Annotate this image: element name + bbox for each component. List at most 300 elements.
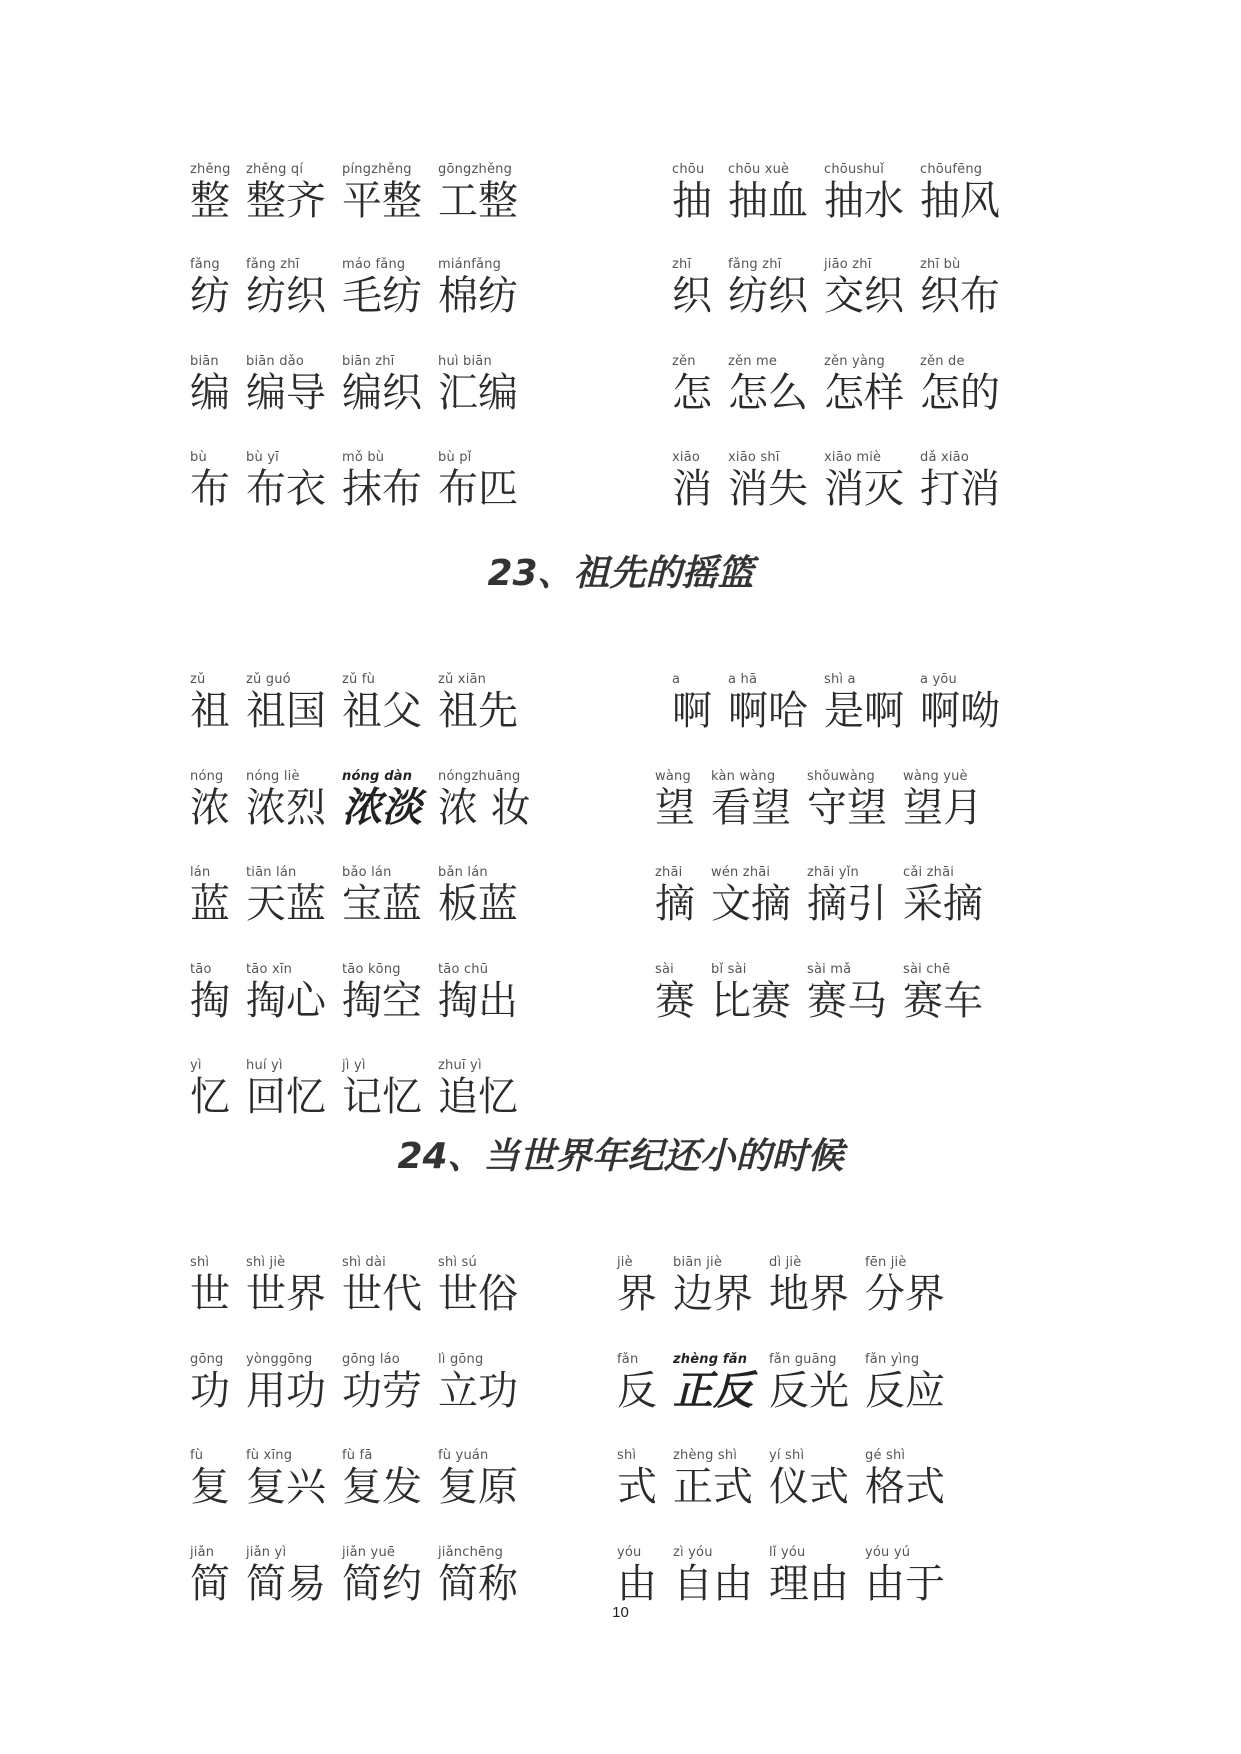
hanzi-text: 织布 — [920, 273, 1000, 319]
hanzi-text: 布衣 — [246, 466, 326, 512]
vocab-word — [438, 1448, 518, 1510]
hanzi-text: 毛纺 — [342, 273, 422, 319]
vocab-word — [190, 257, 230, 319]
hanzi-text: 浓 — [190, 785, 230, 831]
vocab-word — [824, 257, 904, 319]
vocab-word — [728, 450, 808, 512]
pinyin-label: mǒ bù — [342, 450, 385, 465]
vocab-word — [438, 1255, 518, 1317]
hanzi-text: 反应 — [865, 1368, 945, 1414]
vocab-word — [246, 162, 326, 224]
vocab-word — [865, 1545, 945, 1607]
hanzi-text: 由 — [617, 1561, 657, 1607]
vocab-word — [728, 162, 808, 224]
hanzi-text: 简 — [190, 1561, 230, 1607]
hanzi-text: 由于 — [865, 1561, 945, 1607]
hanzi-text: 消失 — [728, 466, 808, 512]
hanzi-text: 仪式 — [769, 1464, 849, 1510]
pinyin-label: lán — [190, 865, 211, 880]
pinyin-label: fù fā — [342, 1448, 373, 1463]
vocab-word — [438, 162, 518, 224]
hanzi-text: 掏空 — [342, 978, 422, 1024]
vocab-word — [342, 257, 422, 319]
hanzi-text: 望月 — [903, 785, 983, 831]
pinyin-label: wén zhāi — [711, 865, 771, 880]
vocab-word — [617, 1255, 657, 1317]
hanzi-text: 蓝 — [190, 881, 230, 927]
vocab-word — [190, 962, 230, 1024]
pinyin-label: lì gōng — [438, 1352, 484, 1367]
pinyin-label: zǔ xiān — [438, 672, 487, 687]
vocab-word — [728, 672, 808, 734]
pinyin-label: jiǎn yì — [246, 1545, 287, 1560]
vocab-word — [903, 865, 983, 927]
pinyin-label: zǔ fù — [342, 672, 376, 687]
vocab-word — [617, 1545, 657, 1607]
hanzi-text: 怎 — [672, 370, 712, 416]
pinyin-label: bǐ sài — [711, 962, 747, 977]
hanzi-text: 布 — [190, 466, 230, 512]
pinyin-label: jì yì — [342, 1058, 366, 1073]
word-row-left — [190, 150, 534, 224]
hanzi-text: 回忆 — [246, 1074, 326, 1120]
pinyin-label: bǎn lán — [438, 865, 488, 880]
word-row-left — [190, 950, 534, 1024]
pinyin-label: zhuī yì — [438, 1058, 482, 1073]
hanzi-text: 地界 — [769, 1271, 849, 1317]
vocab-word — [246, 1448, 326, 1510]
hanzi-text: 反 — [617, 1368, 657, 1414]
hanzi-text: 摘引 — [807, 881, 887, 927]
word-row-left — [190, 1243, 534, 1317]
hanzi-text: 打消 — [920, 466, 1000, 512]
vocab-word — [342, 865, 422, 927]
hanzi-text: 浓烈 — [246, 785, 326, 831]
vocab-word — [190, 1255, 230, 1317]
vocab-word — [672, 162, 712, 224]
vocab-word — [438, 1352, 518, 1414]
vocab-word — [246, 1545, 326, 1607]
vocab-word — [438, 769, 531, 831]
pinyin-label: xiāo shī — [728, 450, 780, 465]
hanzi-text: 忆 — [190, 1074, 230, 1120]
vocab-word — [190, 1545, 230, 1607]
pinyin-label: zǔ — [190, 672, 206, 687]
hanzi-text: 抽血 — [728, 178, 808, 224]
pinyin-label: shì dài — [342, 1255, 386, 1270]
vocab-word — [769, 1352, 849, 1414]
hanzi-text: 格式 — [865, 1464, 945, 1510]
pinyin-label: bù yī — [246, 450, 279, 465]
hanzi-text: 编导 — [246, 370, 326, 416]
vocab-word — [246, 865, 326, 927]
pinyin-label: huí yì — [246, 1058, 283, 1073]
hanzi-text: 看望 — [711, 785, 791, 831]
pinyin-label: xiāo — [672, 450, 701, 465]
hanzi-text: 功劳 — [342, 1368, 422, 1414]
hanzi-text: 啊哈 — [728, 688, 808, 734]
hanzi-text: 板蓝 — [438, 881, 518, 927]
pinyin-label: chōushuǐ — [824, 162, 885, 177]
hanzi-text: 祖父 — [342, 688, 422, 734]
vocab-word — [711, 769, 791, 831]
word-row-left — [190, 1533, 534, 1607]
hanzi-text: 理由 — [769, 1561, 849, 1607]
pinyin-label: wàng — [655, 769, 691, 784]
pinyin-label: zhī — [672, 257, 692, 272]
hanzi-text: 怎的 — [920, 370, 1000, 416]
vocab-word — [769, 1545, 849, 1607]
word-row-left — [190, 438, 534, 512]
vocab-word — [865, 1352, 945, 1414]
pinyin-label: fǎn yìng — [865, 1352, 920, 1367]
pinyin-label: jiǎn — [190, 1545, 215, 1560]
pinyin-label: bù — [190, 450, 207, 465]
vocab-word — [190, 1448, 230, 1510]
word-row-right — [617, 1243, 961, 1317]
vocab-word — [190, 769, 230, 831]
word-row-left — [190, 660, 534, 734]
pinyin-label: jiǎn yuē — [342, 1545, 396, 1560]
word-row-right — [655, 950, 999, 1024]
hanzi-text: 简易 — [246, 1561, 326, 1607]
pinyin-label: gōng láo — [342, 1352, 400, 1367]
pinyin-label: shì — [617, 1448, 637, 1463]
hanzi-text: 望 — [655, 785, 695, 831]
pinyin-label: lǐ yóu — [769, 1545, 806, 1560]
pinyin-label: biān zhī — [342, 354, 395, 369]
pinyin-label: shǒuwàng — [807, 769, 875, 784]
hanzi-text: 复兴 — [246, 1464, 326, 1510]
vocab-word — [711, 962, 791, 1024]
pinyin-label: dì jiè — [769, 1255, 802, 1270]
vocab-word — [438, 962, 518, 1024]
hanzi-text: 汇编 — [438, 370, 518, 416]
lesson-heading: 23、祖先的摇篮 — [487, 553, 754, 594]
vocab-word — [617, 1352, 657, 1414]
vocab-word — [342, 450, 422, 512]
vocab-word — [673, 1545, 753, 1607]
vocab-word — [672, 672, 712, 734]
pinyin-label: zhāi yǐn — [807, 865, 859, 880]
vocab-word — [438, 257, 518, 319]
hanzi-text: 整齐 — [246, 178, 326, 224]
hanzi-text: 祖国 — [246, 688, 326, 734]
vocab-word — [824, 672, 904, 734]
hanzi-text: 比赛 — [711, 978, 791, 1024]
vocab-word — [438, 1545, 518, 1607]
hanzi-text: 纺织 — [246, 273, 326, 319]
pinyin-label: zhěng qí — [246, 162, 304, 177]
vocab-word — [807, 962, 887, 1024]
hanzi-text: 抽 — [672, 178, 712, 224]
hanzi-text: 抹布 — [342, 466, 422, 512]
pinyin-label: gōngzhěng — [438, 162, 513, 177]
hanzi-text: 抽水 — [824, 178, 904, 224]
vocab-word — [246, 1352, 326, 1414]
pinyin-label: nóngzhuāng — [438, 769, 521, 784]
hanzi-text: 编织 — [342, 370, 422, 416]
pinyin-label: chōu xuè — [728, 162, 790, 177]
vocab-word — [246, 962, 326, 1024]
pinyin-label: chōufēng — [920, 162, 983, 177]
vocab-word — [342, 769, 422, 831]
hanzi-text: 正式 — [673, 1464, 753, 1510]
hanzi-text: 文摘 — [711, 881, 791, 927]
vocab-word — [246, 672, 326, 734]
hanzi-text: 平整 — [342, 178, 422, 224]
hanzi-text: 天蓝 — [246, 881, 326, 927]
pinyin-label: shì — [190, 1255, 210, 1270]
pinyin-label: zhāi — [655, 865, 683, 880]
hanzi-text: 自由 — [673, 1561, 753, 1607]
vocab-word — [246, 354, 326, 416]
vocab-word — [342, 1545, 422, 1607]
pinyin-label: fǎn — [617, 1352, 639, 1367]
hanzi-text: 抽风 — [920, 178, 1000, 224]
hanzi-text: 啊呦 — [920, 688, 1000, 734]
vocab-word — [920, 257, 1000, 319]
vocab-word — [190, 865, 230, 927]
hanzi-text: 世界 — [246, 1271, 326, 1317]
hanzi-text: 追忆 — [438, 1074, 518, 1120]
hanzi-text: 用功 — [246, 1368, 326, 1414]
pinyin-label: tāo — [190, 962, 212, 977]
pinyin-label: tāo kōng — [342, 962, 401, 977]
hanzi-text: 工整 — [438, 178, 518, 224]
hanzi-text: 采摘 — [903, 881, 983, 927]
hanzi-text: 世 — [190, 1271, 230, 1317]
word-row-left — [190, 853, 534, 927]
vocab-word — [655, 962, 695, 1024]
lesson-heading: 24、当世界年纪还小的时候 — [397, 1136, 844, 1177]
word-row-right — [617, 1436, 961, 1510]
hanzi-text: 怎么 — [728, 370, 808, 416]
hanzi-text: 赛 — [655, 978, 695, 1024]
word-row-right — [672, 245, 1016, 319]
hanzi-text: 复原 — [438, 1464, 518, 1510]
vocab-word — [903, 769, 983, 831]
hanzi-text: 分界 — [865, 1271, 945, 1317]
pinyin-label: fēn jiè — [865, 1255, 907, 1270]
hanzi-text: 棉纺 — [438, 273, 518, 319]
vocab-word — [728, 257, 808, 319]
word-row-right — [672, 438, 1016, 512]
hanzi-text: 啊 — [672, 688, 712, 734]
vocab-word — [824, 450, 904, 512]
pinyin-label: zěn — [672, 354, 696, 369]
pinyin-label: zì yóu — [673, 1545, 713, 1560]
vocab-word — [807, 769, 887, 831]
pinyin-label: biān jiè — [673, 1255, 723, 1270]
pinyin-label: fù xīng — [246, 1448, 293, 1463]
pinyin-label: bù pǐ — [438, 450, 472, 465]
pinyin-label: zěn me — [728, 354, 778, 369]
vocab-word — [865, 1255, 945, 1317]
pinyin-label: zhěng — [190, 162, 231, 177]
hanzi-text: 编 — [190, 370, 230, 416]
vocab-word — [920, 162, 1000, 224]
pinyin-label: sài — [655, 962, 674, 977]
hanzi-text: 交织 — [824, 273, 904, 319]
hanzi-text: 消灭 — [824, 466, 904, 512]
hanzi-text: 式 — [617, 1464, 657, 1510]
vocab-word — [438, 450, 518, 512]
pinyin-label: tiān lán — [246, 865, 297, 880]
hanzi-text: 守望 — [807, 785, 887, 831]
vocab-word — [342, 962, 422, 1024]
hanzi-text: 赛马 — [807, 978, 887, 1024]
pinyin-label: nóng — [190, 769, 224, 784]
vocab-word — [865, 1448, 945, 1510]
vocab-word — [342, 672, 422, 734]
hanzi-text: 边界 — [673, 1271, 753, 1317]
vocab-word — [824, 162, 904, 224]
hanzi-text: 纺 — [190, 273, 230, 319]
hanzi-text: 宝蓝 — [342, 881, 422, 927]
word-row-right — [672, 660, 1016, 734]
vocab-word — [190, 1352, 230, 1414]
pinyin-label: gé shì — [865, 1448, 906, 1463]
pinyin-label: tāo chū — [438, 962, 489, 977]
vocab-word — [824, 354, 904, 416]
word-row-left — [190, 342, 534, 416]
pinyin-label: shì sú — [438, 1255, 477, 1270]
hanzi-text: 反光 — [769, 1368, 849, 1414]
pinyin-label: fǎng — [190, 257, 220, 272]
hanzi-text: 祖先 — [438, 688, 518, 734]
pinyin-label: zhèng shì — [673, 1448, 738, 1463]
hanzi-text: 掏出 — [438, 978, 518, 1024]
hanzi-text: 复发 — [342, 1464, 422, 1510]
word-row-right — [617, 1533, 961, 1607]
vocab-word — [246, 1255, 326, 1317]
vocab-word — [769, 1255, 849, 1317]
hanzi-text: 纺织 — [728, 273, 808, 319]
vocab-word — [342, 162, 422, 224]
vocab-word — [672, 257, 712, 319]
hanzi-text: 整 — [190, 178, 230, 224]
pinyin-label: a yōu — [920, 672, 957, 687]
hanzi-text: 简称 — [438, 1561, 518, 1607]
vocab-word — [342, 1255, 422, 1317]
vocab-word — [655, 865, 695, 927]
vocab-word — [190, 354, 230, 416]
pinyin-label: fǎng zhī — [728, 257, 782, 272]
vocab-word — [246, 257, 326, 319]
pinyin-label: fǎng zhī — [246, 257, 300, 272]
pinyin-label: dǎ xiāo — [920, 450, 969, 465]
pinyin-label: zhī bù — [920, 257, 961, 272]
vocab-word — [673, 1255, 753, 1317]
pinyin-label: jiè — [617, 1255, 633, 1270]
pinyin-label: píngzhěng — [342, 162, 412, 177]
pinyin-label: yóu — [617, 1545, 642, 1560]
pinyin-label: máo fǎng — [342, 257, 406, 272]
vocab-word — [672, 450, 712, 512]
pinyin-label: nóng dàn — [342, 769, 413, 784]
pinyin-label: a hā — [728, 672, 758, 687]
vocab-word — [190, 1058, 230, 1120]
vocab-word — [438, 354, 518, 416]
pinyin-label: jiāo zhī — [824, 257, 872, 272]
vocab-word — [342, 354, 422, 416]
vocab-word — [673, 1448, 753, 1510]
pinyin-label: nóng liè — [246, 769, 300, 784]
vocab-word — [728, 354, 808, 416]
pinyin-label: zěn de — [920, 354, 965, 369]
pinyin-label: wàng yuè — [903, 769, 968, 784]
hanzi-text: 世俗 — [438, 1271, 518, 1317]
pinyin-label: yóu yú — [865, 1545, 911, 1560]
hanzi-text: 织 — [672, 273, 712, 319]
vocab-word — [246, 450, 326, 512]
hanzi-text: 布匹 — [438, 466, 518, 512]
pinyin-label: gōng — [190, 1352, 224, 1367]
pinyin-label: jiǎnchēng — [438, 1545, 504, 1560]
pinyin-label: biān — [190, 354, 219, 369]
pinyin-label: miánfǎng — [438, 257, 502, 272]
word-row-left — [190, 1046, 534, 1120]
word-row-left — [190, 757, 547, 831]
hanzi-text: 消 — [672, 466, 712, 512]
vocab-word — [903, 962, 983, 1024]
word-row-left — [190, 1436, 534, 1510]
hanzi-text: 掏 — [190, 978, 230, 1024]
pinyin-label: zhèng fǎn — [673, 1352, 748, 1367]
pinyin-label: yònggōng — [246, 1352, 313, 1367]
word-row-right — [672, 342, 1016, 416]
hanzi-text: 复 — [190, 1464, 230, 1510]
vocab-word — [920, 354, 1000, 416]
vocab-word — [769, 1448, 849, 1510]
pinyin-label: fǎn guāng — [769, 1352, 837, 1367]
hanzi-text: 界 — [617, 1271, 657, 1317]
vocab-word — [438, 672, 518, 734]
pinyin-label: kàn wàng — [711, 769, 776, 784]
hanzi-text: 世代 — [342, 1271, 422, 1317]
vocab-word — [190, 162, 231, 224]
pinyin-label: fù — [190, 1448, 204, 1463]
vocab-word — [342, 1448, 422, 1510]
vocab-word — [190, 450, 230, 512]
vocab-word — [920, 450, 1000, 512]
hanzi-text: 怎样 — [824, 370, 904, 416]
pinyin-label: fù yuán — [438, 1448, 489, 1463]
pinyin-label: xiāo miè — [824, 450, 882, 465]
pinyin-label: a — [672, 672, 681, 687]
vocab-word — [342, 1352, 422, 1414]
hanzi-text: 赛车 — [903, 978, 983, 1024]
hanzi-text: 记忆 — [342, 1074, 422, 1120]
hanzi-text: 立功 — [438, 1368, 518, 1414]
hanzi-text: 祖 — [190, 688, 230, 734]
pinyin-label: sài chē — [903, 962, 951, 977]
hanzi-text: 功 — [190, 1368, 230, 1414]
pinyin-label: tāo xīn — [246, 962, 293, 977]
pinyin-label: bǎo lán — [342, 865, 392, 880]
word-row-right — [655, 853, 999, 927]
vocab-word — [438, 865, 518, 927]
word-row-left — [190, 1340, 534, 1414]
vocab-word — [807, 865, 887, 927]
vocab-word — [672, 354, 712, 416]
vocab-word — [711, 865, 791, 927]
word-row-right — [655, 757, 999, 831]
word-row-left — [190, 245, 534, 319]
vocab-word — [190, 672, 230, 734]
vocab-word — [438, 1058, 518, 1120]
